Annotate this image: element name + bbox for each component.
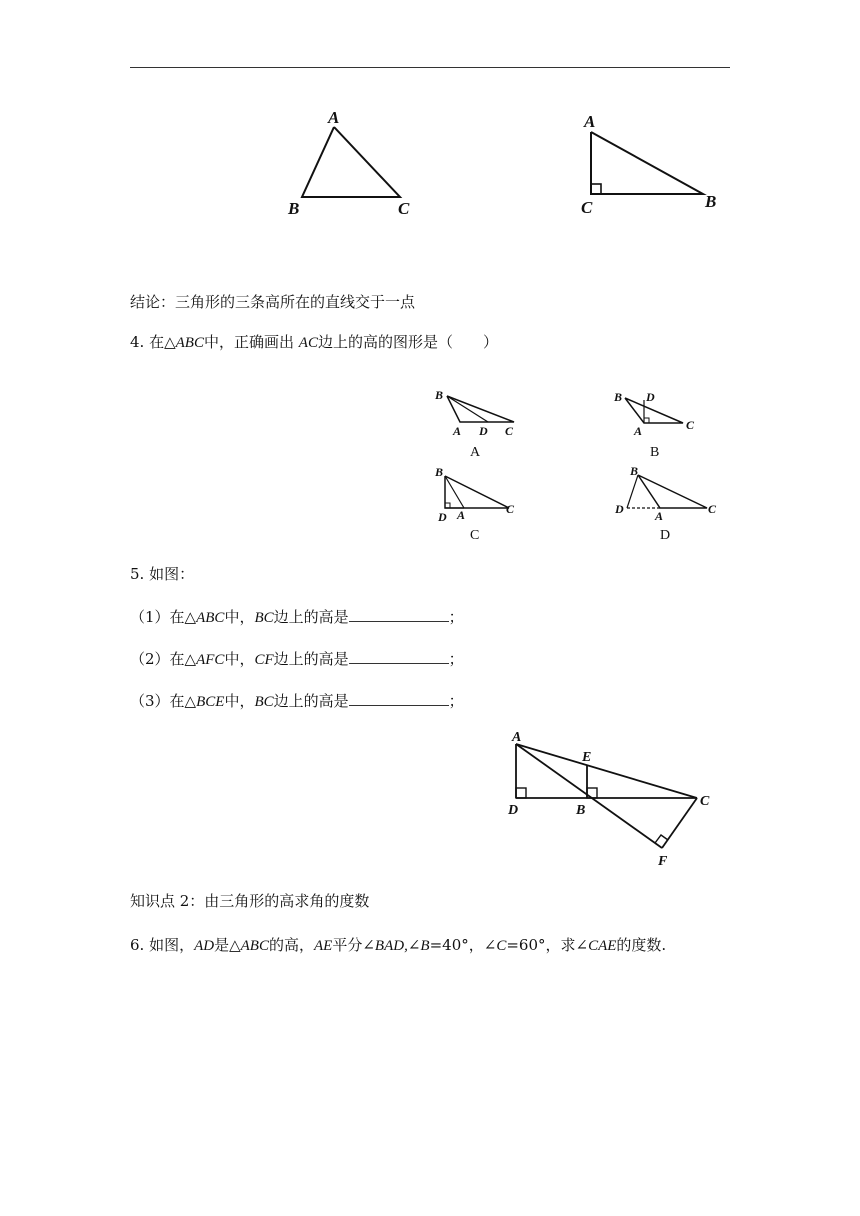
vertex-d-label: D — [508, 803, 519, 818]
option-caption: B — [650, 445, 660, 460]
vertex-f-label: F — [658, 854, 668, 869]
vertex-a-label: A — [634, 424, 643, 438]
question-4: 4. 在△ABC中，正确画出 AC边上的高的图形是（ ） — [130, 333, 498, 351]
vertex-b-label: B — [288, 199, 300, 218]
question-5-item-1: （1）在△ABC中，BC边上的高是 ； — [130, 608, 464, 626]
vertex-b-label: B — [435, 465, 444, 479]
option-caption: A — [470, 445, 481, 460]
question-6: 6. 如图，AD是△ABC的高，AE平分∠BAD,∠B=40°，∠C=60°，求∠CAE的度数. — [130, 936, 667, 954]
question-5-item-2: （2）在△AFC中，CF边上的高是 ； — [130, 650, 464, 668]
vertex-c-label: C — [506, 502, 515, 516]
option-a-figure[interactable] — [430, 385, 530, 460]
header-rule — [130, 67, 730, 68]
option-d-figure[interactable] — [610, 465, 720, 545]
option-caption: D — [660, 528, 671, 543]
vertex-b-label: B — [614, 390, 623, 404]
vertex-c-label: C — [505, 424, 514, 438]
question-5-item-3: （3）在△BCE中，BC边上的高是 ； — [130, 692, 464, 710]
vertex-d-label: D — [615, 502, 624, 516]
vertex-a-label: A — [328, 108, 340, 127]
question-5-figure — [500, 725, 720, 870]
vertex-b-label: B — [705, 192, 717, 211]
question-5-title: 5. 如图： — [130, 565, 195, 583]
vertex-e-label: E — [582, 750, 592, 765]
option-b-figure[interactable] — [610, 385, 710, 460]
vertex-c-label: C — [708, 502, 717, 516]
vertex-a-label: A — [457, 508, 466, 522]
knowledge-point-2: 知识点 2：由三角形的高求角的度数 — [130, 892, 370, 910]
vertex-a-label: A — [512, 730, 522, 745]
vertex-b-label: B — [630, 464, 639, 478]
answer-blank[interactable] — [349, 649, 449, 664]
option-caption: C — [470, 528, 480, 543]
vertex-c-label: C — [398, 199, 410, 218]
vertex-b-label: B — [576, 803, 586, 818]
triangle-abc-acute — [280, 105, 420, 220]
vertex-c-label: C — [581, 198, 593, 217]
vertex-b-label: B — [435, 388, 444, 402]
answer-blank[interactable] — [349, 691, 449, 706]
vertex-d-label: D — [646, 390, 655, 404]
vertex-a-label: A — [655, 509, 664, 523]
vertex-a-label: A — [453, 424, 462, 438]
vertex-a-label: A — [584, 112, 596, 131]
option-c-figure[interactable] — [430, 465, 530, 545]
vertex-c-label: C — [700, 794, 710, 809]
vertex-d-label: D — [438, 510, 447, 524]
triangle-abc-right — [575, 110, 725, 220]
answer-blank[interactable] — [349, 607, 449, 622]
conclusion-text: 结论：三角形的三条高所在的直线交于一点 — [130, 293, 416, 311]
vertex-d-label: D — [479, 424, 488, 438]
vertex-c-label: C — [686, 418, 695, 432]
